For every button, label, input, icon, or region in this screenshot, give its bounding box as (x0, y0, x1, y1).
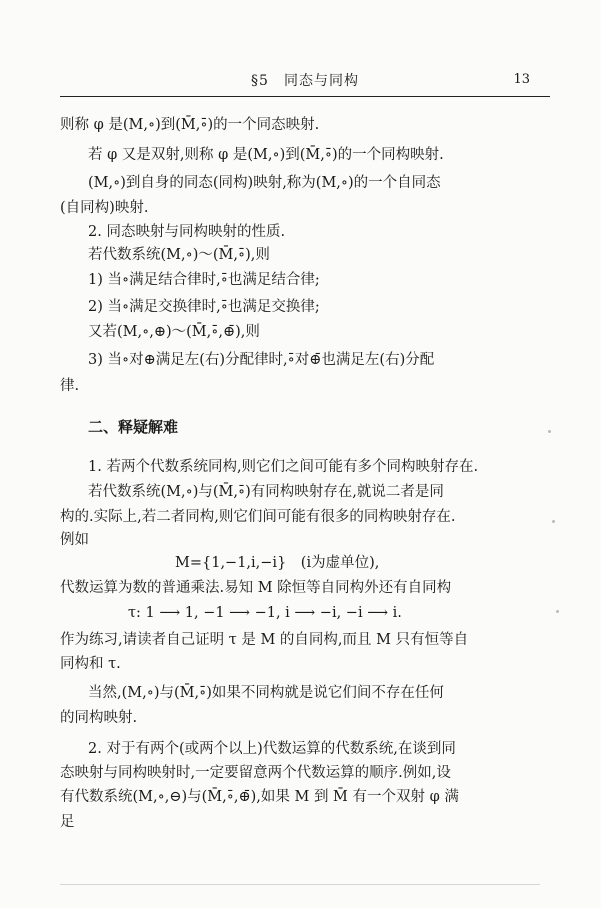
text-line: 代数运算为数的普通乘法.易知 M 除恒等自同构外还有自同构 (60, 580, 452, 596)
section-title: §5 同态与同构 (251, 73, 359, 89)
text-line: (自同构)映射. (60, 200, 149, 216)
text-line: 有代数系统(M,∘,⊖)与(M̄,∘̄,⊕̄),如果 M 到 M̄ 有一个双射 φ 满 (60, 789, 459, 805)
text-line: 例如 (60, 532, 89, 548)
text-line: 若 φ 又是双射,则称 φ 是(M,∘)到(M̄,∘̄)的一个同构映射. (88, 147, 444, 163)
text-line: 构的.实际上,若二者同构,则它们间可能有很多的同构映射存在. (60, 509, 456, 525)
text-line: 2. 同态映射与同构映射的性质. (88, 224, 286, 240)
formula-line: M={1,−1,i,−i} (i为虚单位), (175, 555, 380, 571)
scan-speck (552, 520, 555, 523)
page-number: 13 (513, 72, 530, 87)
text-line: 3) 当∘对⊕满足左(右)分配律时,∘̄对⊕̄也满足左(右)分配 (88, 352, 435, 368)
text-line: 则称 φ 是(M,∘)到(M̄,∘̄)的一个同态映射. (60, 117, 320, 133)
text-line: 态映射与同构映射时,一定要留意两个代数运算的顺序.例如,设 (60, 765, 451, 781)
text-line: 律. (60, 378, 80, 394)
scan-speck (548, 430, 551, 433)
section-heading: 二、释疑解难 (88, 418, 179, 436)
text-line: 当然,(M,∘)与(M̄,∘̄)如果不同构就是说它们间不存在任何 (88, 685, 444, 701)
page-header (60, 66, 550, 97)
text-line: 2. 对于有两个(或两个以上)代数运算的代数系统,在谈到同 (88, 741, 456, 757)
text-line: 的同构映射. (60, 710, 138, 726)
text-line: 又若(M,∘,⊕)～(M̄,∘̄,⊕̄),则 (88, 324, 260, 340)
text-line: 若代数系统(M,∘)～(M̄,∘̄),则 (88, 247, 270, 263)
text-line: 1. 若两个代数系统同构,则它们之间可能有多个同构映射存在. (88, 459, 479, 475)
text-line: 若代数系统(M,∘)与(M̄,∘̄)有同构映射存在,就说二者是同 (88, 484, 444, 500)
scan-speck (556, 610, 559, 613)
text-line: (M,∘)到自身的同态(同构)映射,称为(M,∘)的一个自同态 (88, 175, 441, 191)
formula-line: τ: 1 ⟶ 1, −1 ⟶ −1, i ⟶ −i, −i ⟶ i. (128, 605, 402, 621)
text-line: 同构和 τ. (60, 656, 121, 672)
bottom-edge-line (60, 884, 540, 885)
text-line: 足 (60, 814, 75, 830)
text-line: 2) 当∘满足交换律时,∘̄也满足交换律; (88, 299, 320, 315)
text-line: 作为练习,请读者自己证明 τ 是 M 的自同构,而且 M 只有恒等自 (60, 632, 469, 648)
text-line: 1) 当∘满足结合律时,∘̄也满足结合律; (88, 272, 320, 288)
